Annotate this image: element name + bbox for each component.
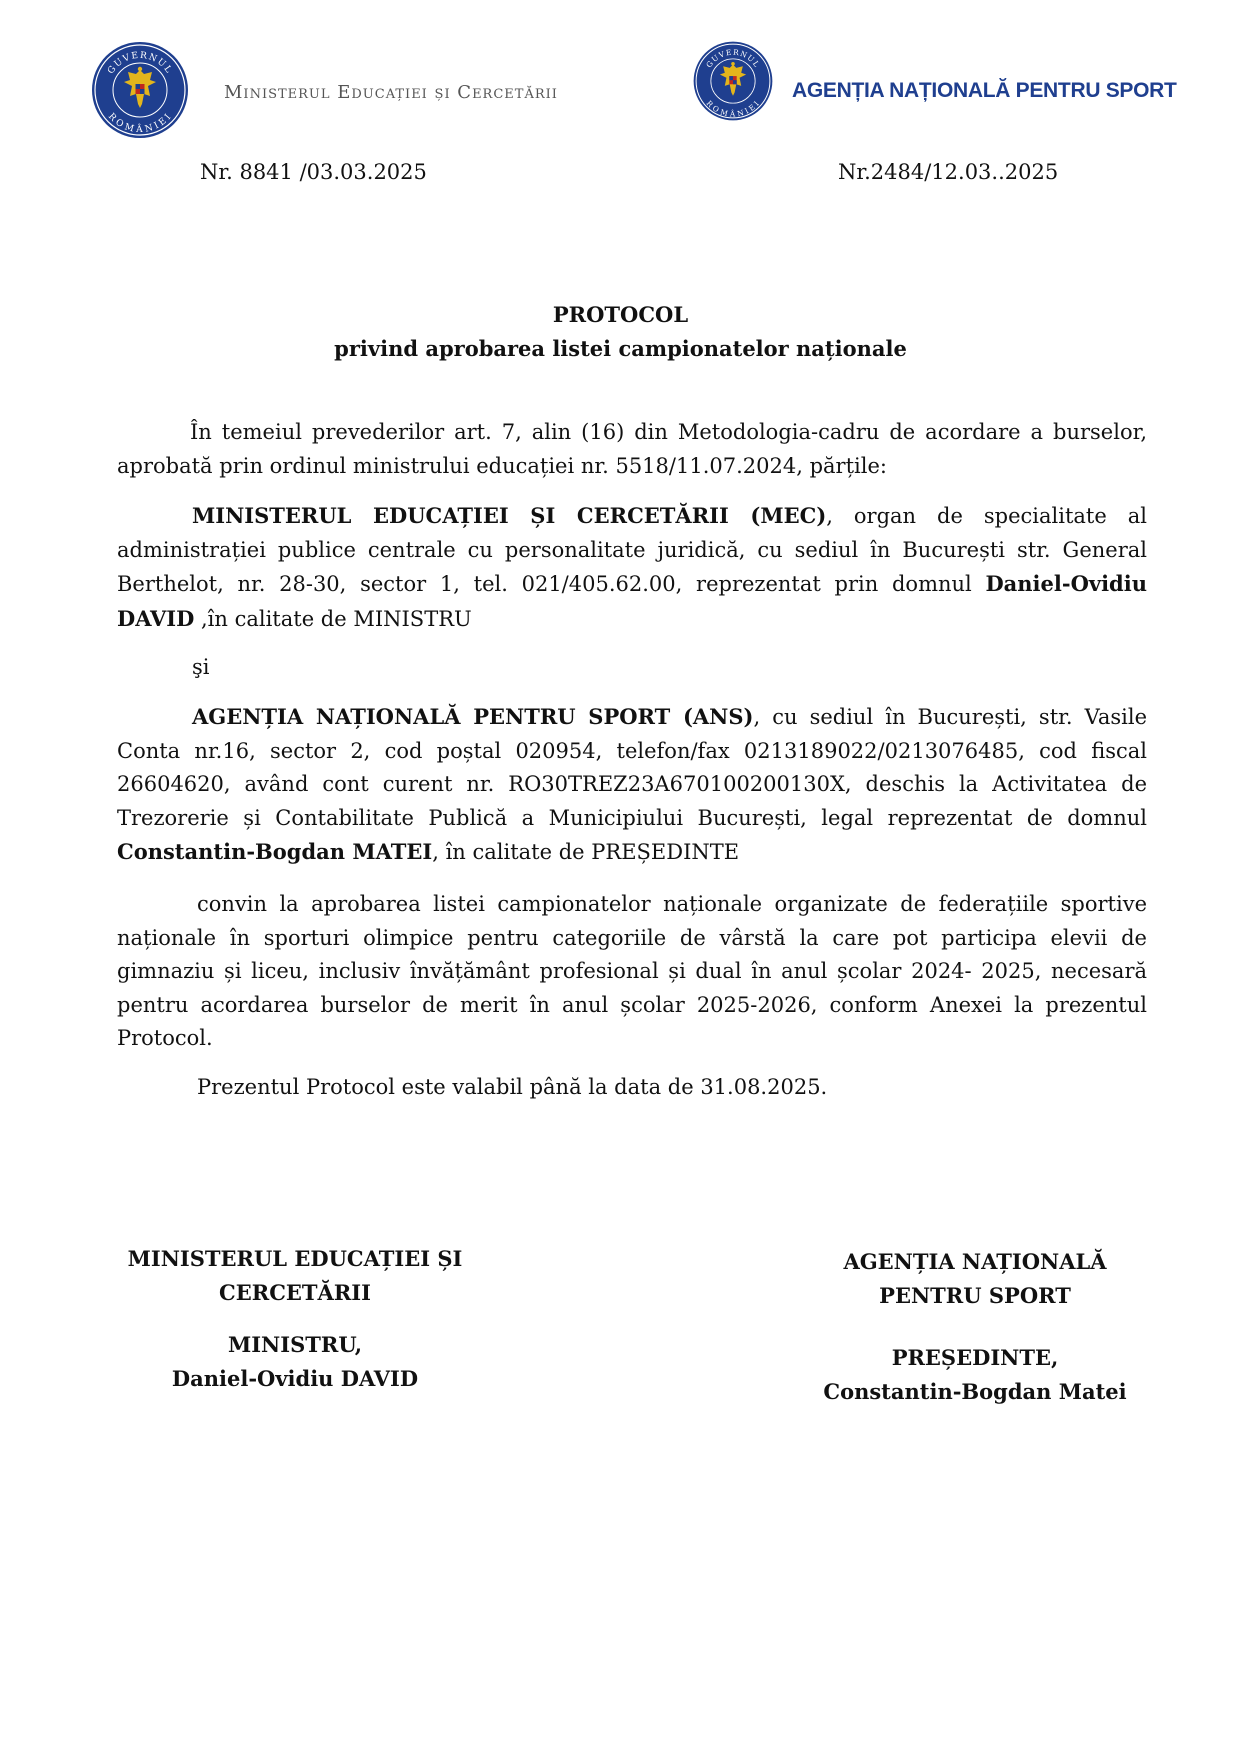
- signature-name: Daniel-Ovidiu DAVID: [171, 1366, 419, 1391]
- agency-header-name: AGENȚIA NAȚIONALĂ PENTRU SPORT: [792, 79, 1177, 102]
- ans-representative-name: Constantin-Bogdan MATEI: [117, 839, 433, 864]
- seal-bottom-text: ROMÂNIEI: [106, 111, 174, 135]
- mec-representative-name: Daniel-Ovidiu DAVID: [117, 571, 1147, 631]
- mec-party-paragraph: [117, 499, 1147, 636]
- preamble-paragraph: În temeiul prevederilor art. 7, alin (16) din Metodologia-cadru de acordare a burselor, aprobată prin ordinul ministrului educației nr. 5518/11.07.2024, părțile:: [117, 420, 1147, 478]
- signature-org-line2: PENTRU SPORT: [879, 1283, 1071, 1308]
- signature-block-ans: [790, 1245, 1160, 1409]
- agreement-paragraph: convin la aprobarea listei campionatelor naționale organizate de federațiile sportive naționale în sporturi olimpice pentru categoriile de vârstă la care pot participa elevii de gimnaziu și liceu, inclusiv învățământ profesional și dual în anul școlar 2024- 2025, necesară pentru acordarea burselor de merit în anul școlar 2025-2026, conform Anexei la prezentul Protocol.: [117, 892, 1147, 1050]
- signature-role: MINISTRU,: [227, 1332, 363, 1357]
- mec-registration-number: Nr. 8841 /03.03.2025: [200, 160, 427, 184]
- ans-registration-number: Nr.2484/12.03..2025: [838, 160, 1059, 184]
- signature-name: Constantin-Bogdan Matei: [823, 1379, 1127, 1404]
- ans-party-paragraph: [117, 700, 1147, 870]
- seal-top-text: GUVERNUL: [106, 50, 174, 77]
- ans-party-name: AGENȚIA NAȚIONALĂ PENTRU SPORT (ANS): [192, 704, 754, 729]
- document-title: PROTOCOL: [552, 302, 689, 327]
- ans-representative-role: , în calitate de PREȘEDINTE: [432, 840, 740, 864]
- signature-org-line2: CERCETĂRII: [219, 1280, 371, 1305]
- signature-block-mec: [110, 1242, 480, 1396]
- signature-org-line1: MINISTERUL EDUCAȚIEI ȘI: [127, 1246, 463, 1271]
- seal-top-text: GUVERNUL: [704, 47, 762, 70]
- conjunction: şi: [192, 655, 210, 679]
- seal-bottom-text: ROMÂNIEI: [704, 98, 762, 119]
- validity-paragraph: Prezentul Protocol este valabil până la data de 31.08.2025.: [197, 1075, 828, 1099]
- mec-party-name: MINISTERUL EDUCAȚIEI ȘI CERCETĂRII (MEC): [192, 503, 827, 528]
- guvernul-romaniei-seal-right: [692, 40, 774, 122]
- ministry-header-name: Ministerul Educației și Cercetării: [224, 82, 558, 103]
- mec-representative-role: ,în calitate de MINISTRU: [194, 606, 472, 631]
- mec-party-details: , organ de specialitate al administrației publice centrale cu personalitate juridică, cu sediul în București str. General Berthelot, nr. 28-30, sector 1, tel. 021/405.62.00, reprezentat prin domnul: [117, 504, 1147, 596]
- signature-org-line1: AGENȚIA NAȚIONALĂ: [843, 1249, 1107, 1274]
- guvernul-romaniei-seal-left: [90, 40, 190, 140]
- signature-role: PREȘEDINTE,: [891, 1345, 1059, 1370]
- document-subtitle: privind aprobarea listei campionatelor naționale: [334, 336, 907, 361]
- ans-party-details: , cu sediul în București, str. Vasile Conta nr.16, sector 2, cod poștal 020954, telefon/fax 0213189022/0213076485, cod fiscal 26604620, având cont curent nr. RO30TREZ23A670100200130X, deschis la Activitatea de Trezorerie și Contabilitate Publică a Municipiului București, legal reprezentat de domnul: [117, 705, 1148, 830]
